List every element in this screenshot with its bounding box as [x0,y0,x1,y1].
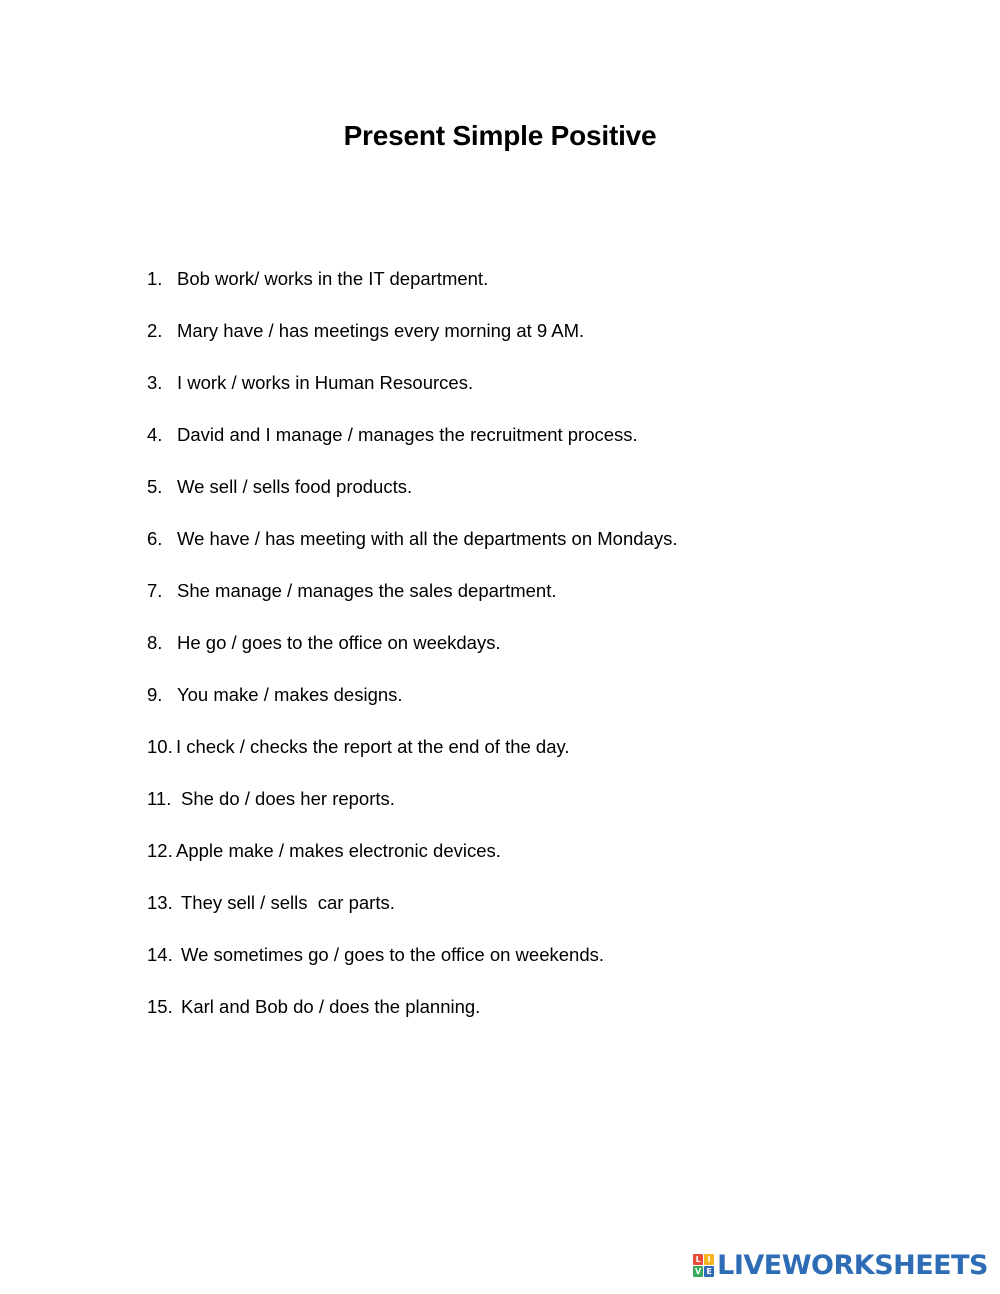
liveworksheets-logo[interactable] [693,1250,988,1280]
item-text: You make / makes designs. [177,684,403,705]
item-text: Apple make / makes electronic devices. [176,840,501,861]
item-text: We sometimes go / goes to the office on weekends. [181,944,604,965]
item-number: 11. [147,788,172,809]
exercise-item [147,629,677,681]
exercise-item [147,317,677,369]
item-number: 10. [147,736,173,757]
exercise-item [147,421,677,473]
exercise-item [147,785,677,837]
item-text: Karl and Bob do / does the planning. [181,996,481,1017]
exercise-item [147,733,677,785]
exercise-item [147,837,677,889]
item-number: 14. [147,944,173,965]
page-title: Present Simple Positive [343,120,657,151]
exercise-item [147,369,677,421]
logo-mark-letter: L [693,1254,703,1265]
exercise-item [147,993,677,1045]
item-number: 4. [147,424,163,445]
exercise-item [147,889,677,941]
exercise-list [147,265,677,1045]
item-number: 9. [147,684,163,705]
exercise-item [147,577,677,629]
item-number: 8. [147,632,163,653]
item-text: Bob work/ works in the IT department. [177,268,489,289]
item-number: 12. [147,840,173,861]
item-text: I check / checks the report at the end of the day. [176,736,570,757]
item-text: Mary have / has meetings every morning at 9 AM. [177,320,585,341]
item-number: 2. [147,320,163,341]
item-text: He go / goes to the office on weekdays. [177,632,501,653]
exercise-item [147,941,677,993]
item-text: We sell / sells food products. [177,476,413,497]
item-number: 7. [147,580,163,601]
item-text: David and I manage / manages the recruitment process. [177,424,638,445]
logo-text: LIVEWORKSHEETS [717,1249,988,1281]
item-number: 13. [147,892,173,913]
exercise-item [147,265,677,317]
item-number: 1. [147,268,163,289]
item-text: She do / does her reports. [181,788,395,809]
exercise-item [147,681,677,733]
exercise-item [147,473,677,525]
logo-mark-letter: V [695,1266,702,1276]
item-text: They sell / sells car parts. [181,892,395,913]
item-text: We have / has meeting with all the departments on Mondays. [177,528,678,549]
item-number: 5. [147,476,163,497]
exercise-item [147,525,677,577]
logo-mark-letter: I [704,1254,714,1265]
logo-mark-letter: E [704,1266,714,1277]
logo-mark-icon [693,1254,714,1277]
item-number: 3. [147,372,163,393]
item-text: She manage / manages the sales department. [177,580,557,601]
item-text: I work / works in Human Resources. [177,372,474,393]
item-number: 6. [147,528,163,549]
item-number: 15. [147,996,173,1017]
